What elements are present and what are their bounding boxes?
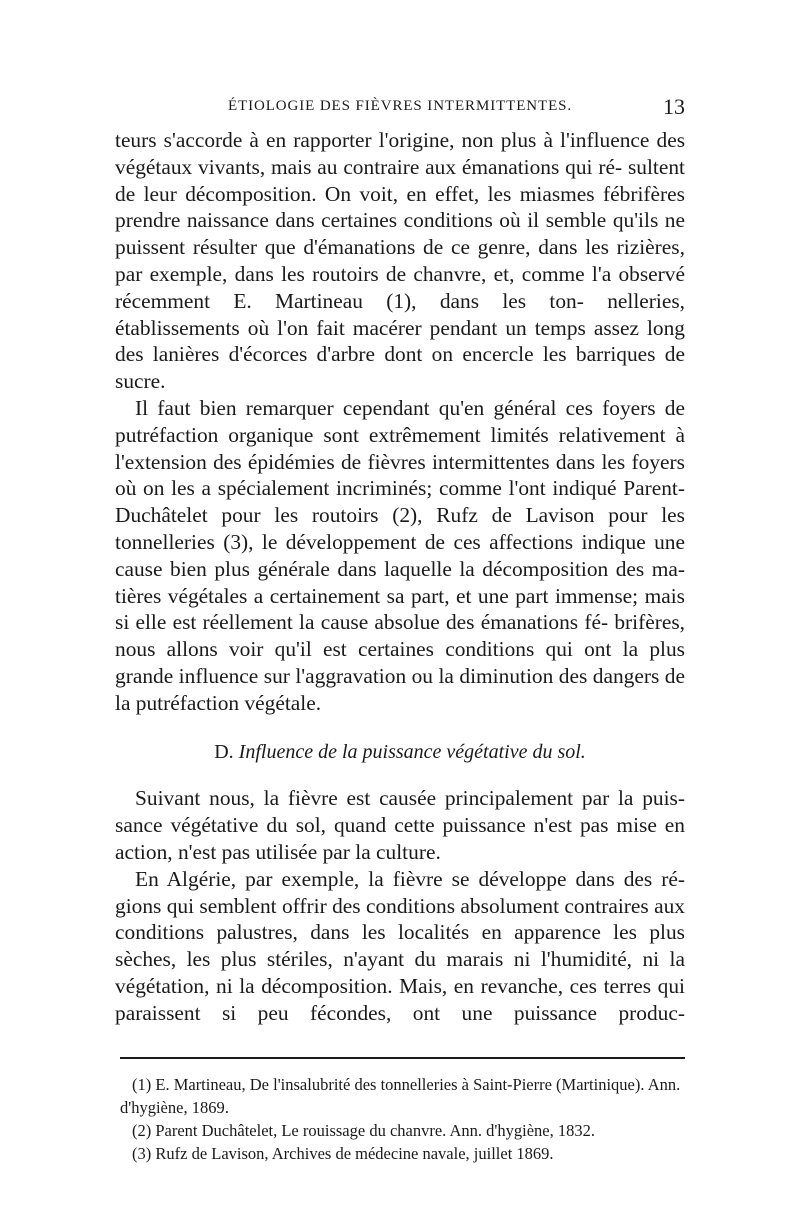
page-number: 13	[663, 94, 685, 119]
text-line: assez long des lanières d'écorces d'arbre dont on encercle les	[115, 315, 685, 367]
footnote-2: (2) Parent Duchâtelet, Le rouissage du chanvre. Ann. d'hygiène, 1832.	[132, 1121, 595, 1140]
paragraph-1	[115, 127, 685, 395]
text-line: putréfaction organique sont extrêmement limités relativement	[115, 422, 666, 447]
text-line: action, n'est pas utilisée par la culture.	[115, 839, 441, 864]
text-line: foyers où on les a spécialement incriminés; comme l'ont indiqué	[115, 449, 685, 501]
text-line: tières végétales a certainement sa part, et une part immense;	[115, 583, 639, 608]
body-text	[115, 127, 685, 1027]
footnote-1: (1) E. Martineau, De l'insalubrité des tonnelleries à Saint-Pierre (Martinique). Ann. d'hygiène, 1869.	[120, 1075, 681, 1117]
text-line: comme l'a observé récemment E. Martineau (1), dans les ton-	[115, 261, 685, 313]
paragraph-4	[115, 866, 685, 1027]
text-line: brifères, nous allons voir qu'il est certaines conditions qui ont la	[115, 610, 686, 662]
text-line: semble qu'ils ne puissent résulter que d'émanations de ce genre,	[115, 208, 685, 260]
text-line: teurs s'accorde à en rapporter l'origine, non plus à l'influence	[115, 128, 650, 152]
text-line: sultent de leur décomposition. On voit, en effet, les miasmes	[115, 154, 685, 206]
text-line: gions qui semblent offrir des conditions absolument contraires	[115, 893, 649, 918]
text-line: cause bien plus générale dans laquelle la décomposition des ma-	[115, 556, 685, 581]
text-line: sance végétative du sol, quand cette puissance n'est pas mise en	[115, 813, 685, 838]
text-line: Il faut bien remarquer cependant qu'en général ces foyers de	[135, 395, 685, 420]
text-line: plus sèches, les plus stériles, n'ayant du marais ni l'humidité,	[115, 920, 685, 972]
text-line: Suivant nous, la fièvre est causée principalement par la puis-	[135, 786, 685, 811]
text-line: nelleries, établissements où l'on fait macérer pendant un temps	[115, 288, 685, 340]
text-line: terres qui paraissent si peu fécondes, ont une puissance produc-	[115, 973, 685, 1025]
text-line: tonnelleries (3), le développement de ces affections indique une	[115, 529, 685, 554]
text-line: mais si elle est réellement la cause absolue des émanations fé-	[115, 583, 685, 635]
text-line: dangers de la putréfaction végétale.	[115, 663, 685, 715]
text-line: Parent-Duchâtelet pour les routoirs (2), Rufz de Lavison pour les	[115, 476, 685, 528]
text-line: fébrifères prendre naissance dans certaines conditions où il	[115, 181, 685, 233]
running-title: ÉTIOLOGIE DES FIÈVRES INTERMITTENTES.	[227, 98, 573, 114]
text-line: En Algérie, par exemple, la fièvre se développe dans des ré-	[135, 866, 685, 891]
text-line: plus grande influence sur l'aggravation ou la diminution des	[115, 637, 685, 688]
text-line: ni la végétation, ni la décomposition. Mais, en revanche, ces	[115, 947, 685, 998]
footnote-3: (3) Rufz de Lavison, Archives de médecine navale, juillet 1869.	[132, 1144, 554, 1163]
section-heading	[115, 739, 685, 766]
running-head	[115, 96, 685, 120]
text-line: des végétaux vivants, mais au contraire aux émanations qui ré-	[115, 128, 686, 179]
section-label: D.	[214, 740, 234, 763]
paragraph-3	[115, 785, 685, 865]
section-title: Influence de la puissance végétative du sol.	[238, 740, 586, 763]
text-line: barriques de sucre.	[115, 342, 685, 394]
paragraph-2	[115, 395, 685, 717]
text-line: à l'extension des épidémies de fièvres intermittentes dans les	[115, 422, 685, 474]
footnotes	[120, 1057, 685, 1165]
text-line: aux conditions palustres, dans les localités en apparence les	[115, 893, 685, 945]
text-line: dans les rizières, par exemple, dans les routoirs de chanvre, et,	[115, 235, 685, 286]
